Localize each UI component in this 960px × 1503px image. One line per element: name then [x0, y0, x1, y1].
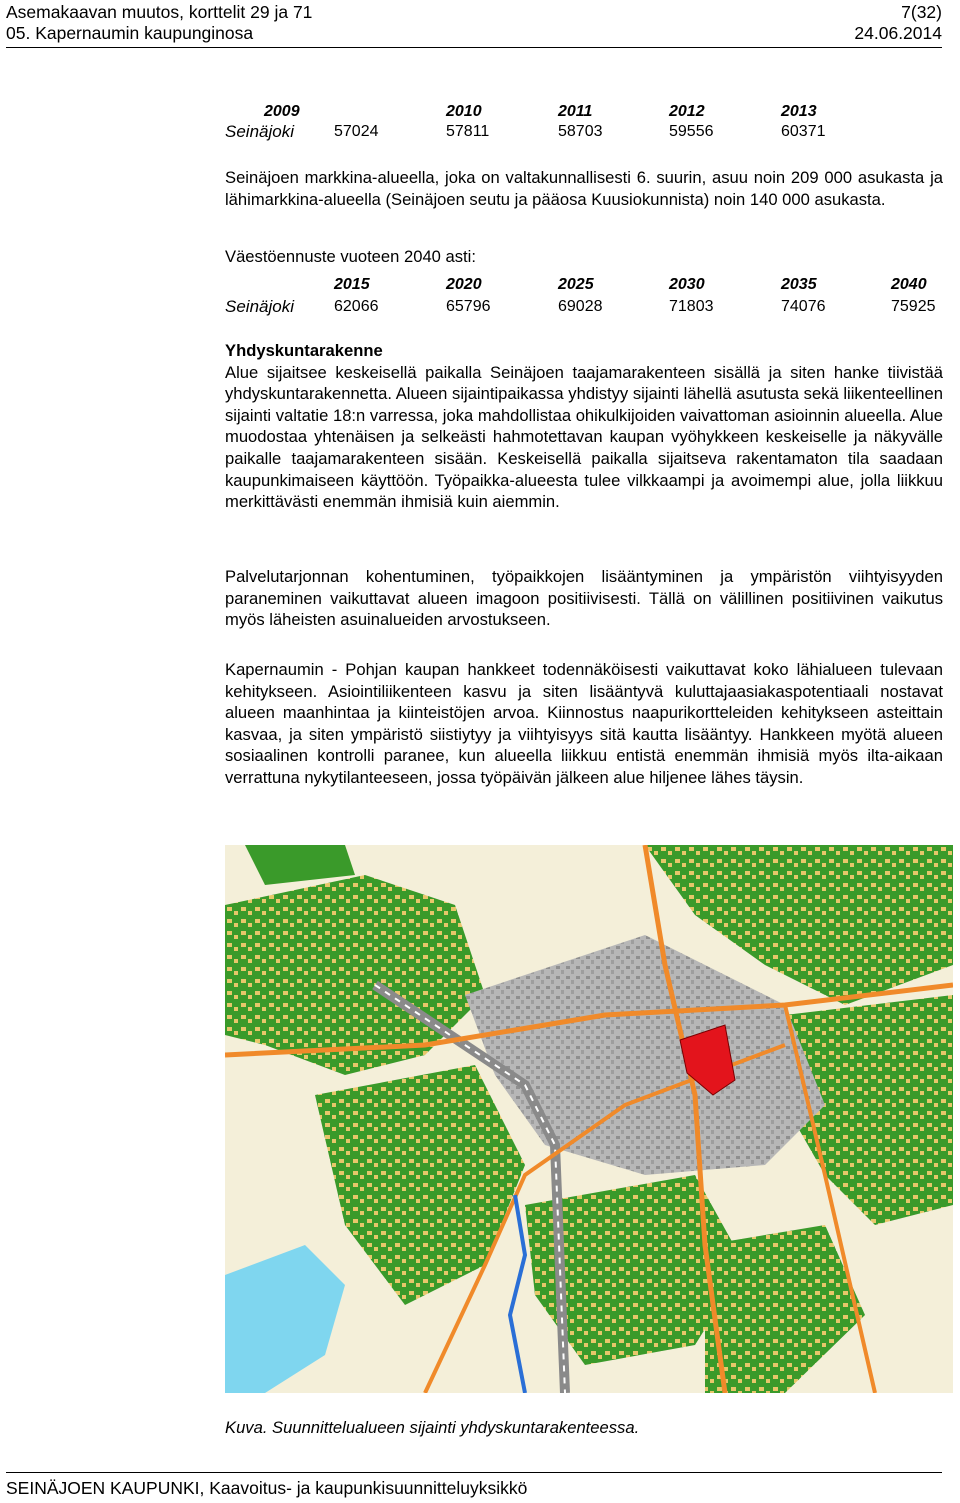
market-area-paragraph: Seinäjoen markkina-alueella, joka on valtakunnallisesti 6. suurin, asuu noin 209 000 asukasta ja lähimarkkina-alueella (Seinäjoen seutu ja pääosa Kuusiokunnista) noin 140 000 asukasta.	[225, 168, 943, 209]
value-cell: 71803	[669, 298, 714, 315]
year-cell: 2030	[669, 276, 705, 293]
year-cell: 2013	[781, 103, 817, 120]
year-cell: 2040	[891, 276, 927, 293]
year-cell: 2015	[334, 276, 370, 293]
value-cell: 75925	[891, 298, 936, 315]
value-cell: 59556	[669, 123, 714, 140]
row-label: Seinäjoki	[225, 122, 294, 141]
services-paragraph: Palvelutarjonnan kohentuminen, työpaikkojen lisääntyminen ja ympäristön viihtyisyyden paraneminen vaikuttavat alueen imagoon positiivisesti. Tällä on välillinen positiivinen vaikutus myös läheisten asuinalueiden arvostukseen.	[225, 567, 943, 630]
document-title: Asemakaavan muutos, korttelit 29 ja 71	[6, 2, 313, 22]
document-date: 24.06.2014	[854, 23, 942, 43]
footer-rule	[6, 1472, 942, 1473]
value-cell: 60371	[781, 123, 826, 140]
year-cell: 2010	[446, 103, 482, 120]
value-cell: 74076	[781, 298, 826, 315]
location-map	[225, 845, 953, 1393]
document-subtitle: 05. Kapernaumin kaupunginosa	[6, 23, 254, 43]
value-cell: 58703	[558, 123, 603, 140]
value-cell: 57024	[334, 123, 379, 140]
structure-section	[225, 340, 943, 513]
footer-text: SEINÄJOEN KAUPUNKI, Kaavoitus- ja kaupunkisuunnitteluyksikkö	[6, 1478, 528, 1498]
figure-caption: Kuva. Suunnittelualueen sijainti yhdyskuntarakenteessa.	[225, 1418, 640, 1437]
row-label: Seinäjoki	[225, 297, 294, 316]
year-cell: 2020	[446, 276, 482, 293]
value-cell: 62066	[334, 298, 379, 315]
year-cell: 2025	[558, 276, 594, 293]
year-cell: 2012	[669, 103, 705, 120]
page-number: 7(32)	[901, 2, 942, 22]
year-cell: 2011	[558, 103, 593, 120]
value-cell: 65796	[446, 298, 491, 315]
structure-paragraph: Alue sijaitsee keskeisellä paikalla Seinäjoen taajamarakenteen sisällä ja siten hanke tiivistää yhdyskuntarakennetta. Alueen sijaintipaikassa yhdistyy sijainti lähellä asutusta sekä liikenteellinen sijainti valtatie 18:n varressa, joka mahdollistaa ohikulkijoiden vaivattoman asioinnin alueella. Alue muodostaa yhtenäisen ja selkeästi hahmotettavan kaupan vyöhykkeen keskeiselle ja näkyvälle paikalle taajamarakenteen sisään. Keskeisellä paikalla sijaitseva rakentamaton tila saadaan kaupunkimaiseen käyttöön. Työpaikka-alueesta tulee vilkkaampi ja avoimempi alue, jolla liikkuu merkittävästi enemmän ihmisiä kuin aiemmin.	[225, 362, 943, 512]
forecast-title: Väestöennuste vuoteen 2040 asti:	[225, 247, 476, 266]
section-heading: Yhdyskuntarakenne	[225, 341, 383, 360]
value-cell: 69028	[558, 298, 603, 315]
header-rule	[6, 47, 942, 48]
year-cell: 2035	[781, 276, 817, 293]
year-cell: 2009	[264, 103, 300, 120]
projects-paragraph: Kapernaumin - Pohjan kaupan hankkeet todennäköisesti vaikuttavat koko lähialueen tulevaan kehitykseen. Asiointiliikenteen kasvu ja siten lisääntyvä kuluttajaasiakaspotentiaali nostavat alueen maanhintaa ja kiinteistöjen arvoa. Kiinnostus naapurikortteleiden kehitykseen asteittain kasvaa, ja siten ympäristö siistiytyy ja viihtyisyys sitä kautta lisääntyy. Hankkeen myötä alueen sosiaalinen kontrolli paranee, kun alueella liikkuu entistä enemmän ihmisiä myös ilta-aikaan verrattuna nykytilanteeseen, jossa työpäivän jälkeen alue hiljenee lähes täysin.	[225, 660, 943, 787]
value-cell: 57811	[446, 123, 490, 140]
